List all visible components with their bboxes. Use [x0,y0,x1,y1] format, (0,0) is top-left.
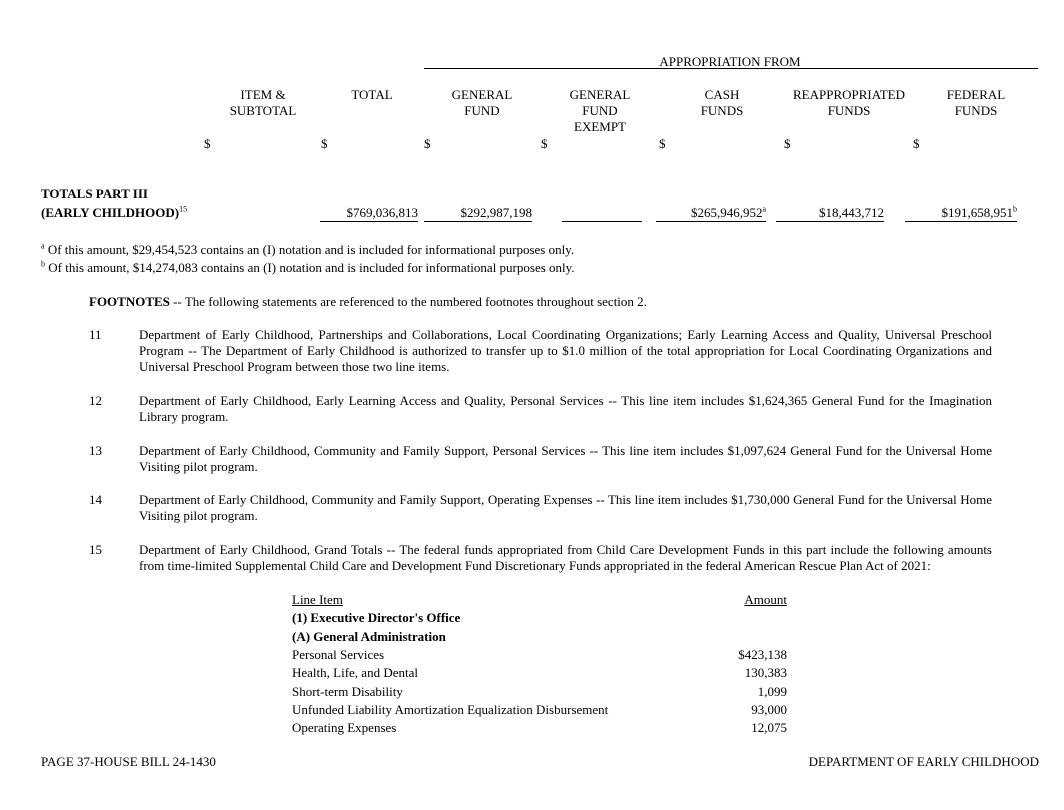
footnote-number: 12 [89,393,102,408]
federal-underline [905,221,1017,222]
footnotes-heading [89,294,647,310]
footnote-ref: b [1013,204,1017,214]
line-item-amount: 93,000 [751,702,787,717]
reappropriated-underline [776,221,884,222]
col-header-cash-funds: CASH FUNDS [700,87,744,118]
general-fund-underline [424,221,532,222]
col-header-item-subtotal: ITEM & SUBTOTAL [229,87,297,118]
footnote-text: Department of Early Childhood, Partnerships and Collaborations, Local Coordinating Organizations; Early Learning Access and Quality, Universal Preschool Program -- The Department of Early Childhood is authorized to transfer up to $1.0 million of the total appropriation for Local Coordinating Organizations and Universal Preschool Program between those two line items. [139,327,992,374]
dollar-sign: $ [321,136,328,151]
line-item-name: Personal Services [292,647,385,662]
footnote-text: Department of Early Childhood, Community and Family Support, Personal Services -- This line item includes $1,097,624 General Fund for the Universal Home Visiting pilot program. [139,443,992,474]
page-footer-right: DEPARTMENT OF EARLY CHILDHOOD [808,754,1039,769]
line-item-name: Short-term Disability [292,684,403,699]
line-item-name: Health, Life, and Dental [292,665,418,680]
subsection-heading: (A) General Administration [292,629,446,644]
note-marker: a [41,241,45,251]
cash-funds-underline [656,221,766,222]
totals-label-text: (EARLY CHILDHOOD) [41,205,180,220]
note-marker: b [41,259,45,269]
footnote-number: 11 [89,327,102,342]
footnote-text: Department of Early Childhood, Early Learning Access and Quality, Personal Services -- This line item includes $1,624,365 General Fund for the Imagination Library program. [139,393,992,424]
note-b [41,260,575,276]
footnote-number: 15 [89,542,102,557]
federal-amount: $191,658,951 [941,205,1013,220]
footnotes-heading-label: FOOTNOTES [89,294,170,309]
amount-column-header: Amount [744,592,787,607]
dollar-sign: $ [204,136,211,151]
col-header-total: TOTAL [351,87,393,102]
note-text: Of this amount, $14,274,083 contains an (I) notation and is included for informational purposes only. [48,260,575,275]
dollar-sign: $ [541,136,548,151]
dollar-sign: $ [784,136,791,151]
line-item-amount: 1,099 [757,684,787,699]
appropriation-from-label: APPROPRIATION FROM [659,54,801,69]
col-header-general-fund-exempt: GENERAL FUND EXEMPT [569,87,631,134]
section-heading: (1) Executive Director's Office [292,610,461,625]
general-fund-exempt-underline [562,221,642,222]
general-fund-value: $292,987,198 [460,205,532,220]
col-header-federal-funds: FEDERAL FUNDS [946,87,1006,118]
dollar-sign: $ [659,136,666,151]
header-rule [424,68,1038,69]
col-header-reappropriated-funds: REAPPROPRIATED FUNDS [793,87,905,118]
dollar-sign: $ [913,136,920,151]
totals-label-line2 [41,205,187,221]
cash-funds-amount: $265,946,952 [690,205,763,220]
line-item-column-header: Line Item [292,592,343,607]
note-text: Of this amount, $29,454,523 contains an (I) notation and is included for informational purposes only. [47,242,575,257]
footnotes-heading-text: -- The following statements are referenced to the numbered footnotes throughout section 2. [169,294,647,309]
footnote-number: 14 [89,492,102,507]
total-value: $769,036,813 [346,205,418,220]
col-header-general-fund: GENERAL FUND [451,87,513,118]
footnote-ref: a [762,204,766,214]
federal-value [905,205,1017,221]
footnote-ref: 15 [179,204,188,214]
line-item-name: Unfunded Liability Amortization Equalization Disbursement [292,702,609,717]
footnote-text: Department of Early Childhood, Grand Totals -- The federal funds appropriated from Child Care Development Funds in this part include the following amounts from time-limited Supplemental Child Care and Development Fund Discretionary Funds appropriated in the federal American Rescue Plan Act of 2021: [139,542,992,573]
footnote-text: Department of Early Childhood, Community and Family Support, Operating Expenses -- This line item includes $1,730,000 General Fund for the Universal Home Visiting pilot program. [139,492,992,523]
page-footer-left: PAGE 37-HOUSE BILL 24-1430 [41,754,216,769]
line-item-name: Operating Expenses [292,720,397,735]
total-underline [320,221,418,222]
dollar-sign: $ [424,136,431,151]
line-item-amount: 12,075 [751,720,787,735]
note-a [41,242,574,258]
reappropriated-value: $18,443,712 [819,205,884,220]
cash-funds-value [656,205,766,221]
line-item-amount: 130,383 [744,665,787,680]
line-item-amount: $423,138 [738,647,787,662]
totals-label-line1: TOTALS PART III [41,186,148,201]
footnote-number: 13 [89,443,102,458]
